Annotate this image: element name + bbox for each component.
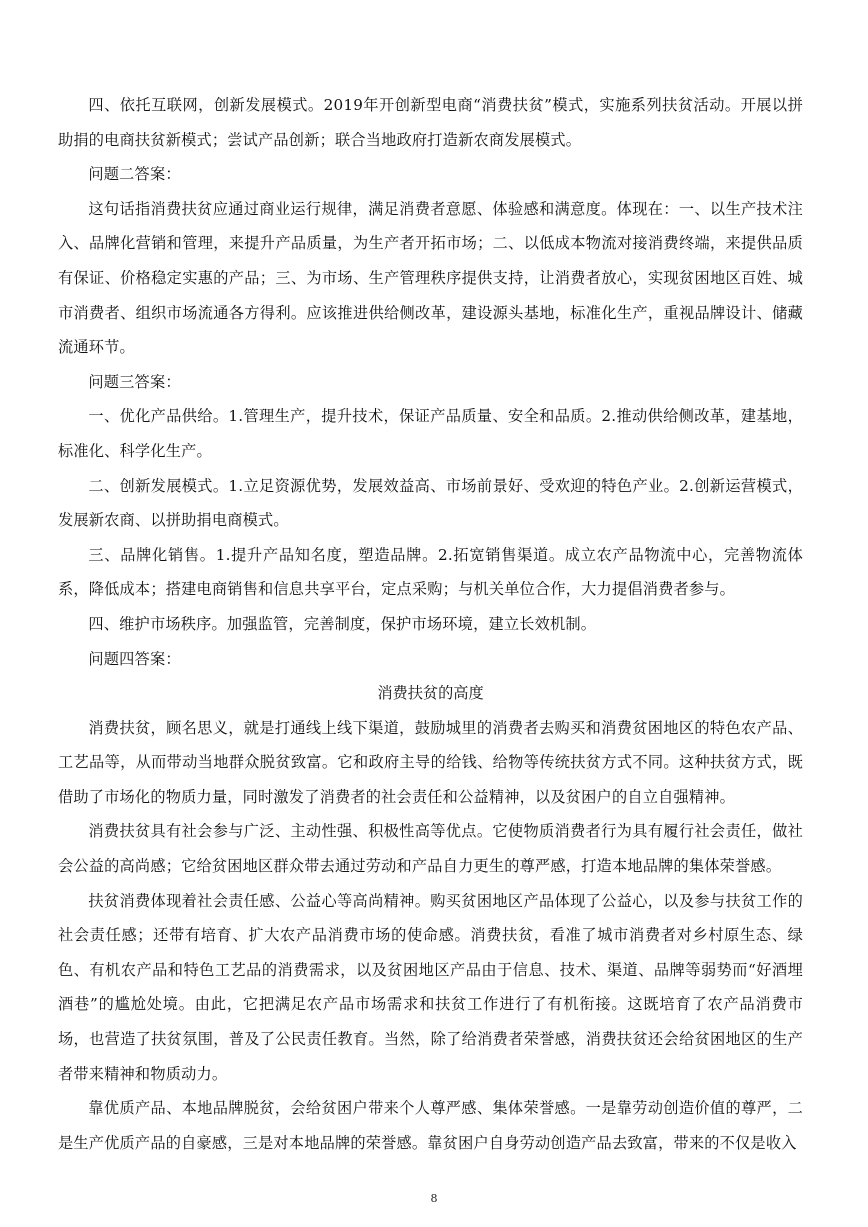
paragraph-model-innovation: 四、依托互联网，创新发展模式。2019年开创新型电商“消费扶贫”模式，实施系列扶贫活动。开展以拼助捐的电商扶贫新模式；尝试产品创新；联合当地政府打造新农商发展模式。 <box>58 96 803 149</box>
heading-answer-two: 问题二答案： <box>88 165 181 184</box>
essay-paragraph-advantages: 消费扶贫具有社会参与广泛、主动性强、积极性高等优点。它使物质消费者行为具有履行社会责任，做社会公益的高尚感；它给贫困地区群众带去通过劳动和产品自力更生的尊严感，打造本地品牌的集体荣誉感。 <box>58 822 803 876</box>
document-body <box>58 88 803 1160</box>
essay-paragraph-definition: 消费扶贫，顾名思义，就是打通线上线下渠道，鼓励城里的消费者去购买和消费贫困地区的特色农产品、工艺品等，从而带动当地群众脱贫致富。它和政府主导的给钱、给物等传统扶贫方式不同。这种扶贫方式，既借助了市场化的物质力量，同时激发了消费者的社会责任和公益精神，以及贫困户的自立自强精神。 <box>58 718 803 806</box>
paragraph-optimize-supply: 一、优化产品供给。1.管理生产，提升技术，保证产品质量、安全和品质。2.推动供给侧改革，建基地，标准化、科学化生产。 <box>58 407 803 460</box>
essay-paragraph-dignity: 靠优质产品、本地品牌脱贫，会给贫困户带来个人尊严感、集体荣誉感。一是靠劳动创造价值的尊严，二是生产优质产品的自豪感，三是对本地品牌的荣誉感。靠贫困户自身劳动创造产品去致富，带来的不仅是收入 <box>58 1099 803 1152</box>
page-number: 8 <box>430 1192 438 1205</box>
essay-paragraph-responsibility: 扶贫消费体现着社会责任感、公益心等高尚精神。购买贫困地区产品体现了公益心，以及参与扶贫工作的社会责任感；还带有培育、扩大农产品消费市场的使命感。消费扶贫，看准了城市消费者对乡村原生态、绿色、有机农产品和特色工艺品的消费需求，以及贫困地区产品由于信息、技术、渠道、品牌等弱势而“好酒埋酒巷”的尴尬处境。由此，它把满足农产品市场需求和扶贫工作进行了有机衔接。这既培育了农产品消费市场，也营造了扶贫氛围，普及了公民责任教育。当然，除了给消费者荣誉感，消费扶贫还会给贫困地区的生产者带来精神和物质动力。 <box>58 891 803 1083</box>
paragraph-answer-two: 这句话指消费扶贫应通过商业运行规律，满足消费者意愿、体验感和满意度。体现在：一、以生产技术注入、品牌化营销和管理，来提升产品质量，为生产者开拓市场；二、以低成本物流对接消费终端，来提供品质有保证、价格稳定实惠的产品；三、为市场、生产管理秩序提供支持，让消费者放心，实现贫困地区百姓、城市消费者、组织市场流通各方得利。应该推进供给侧改革，建设源头基地，标准化生产，重视品牌设计、储藏流通环节。 <box>58 199 803 357</box>
paragraph-brand-sales: 三、品牌化销售。1.提升产品知名度，塑造品牌。2.拓宽销售渠道。成立农产品物流中心，完善物流体系，降低成本；搭建电商销售和信息共享平台，定点采购；与机关单位合作，大力提倡消费者参与。 <box>58 545 803 599</box>
paragraph-market-order: 四、维护市场秩序。加强监管，完善制度，保护市场环境，建立长效机制。 <box>88 614 597 633</box>
essay-title: 消费扶贫的高度 <box>377 684 484 703</box>
heading-answer-three: 问题三答案： <box>88 372 181 391</box>
paragraph-innovate-model: 二、创新发展模式。1.立足资源优势，发展效益高、市场前景好、受欢迎的特色产业。2.创新运营模式，发展新农商、以拼助捐电商模式。 <box>58 476 803 530</box>
heading-answer-four: 问题四答案： <box>88 649 181 668</box>
